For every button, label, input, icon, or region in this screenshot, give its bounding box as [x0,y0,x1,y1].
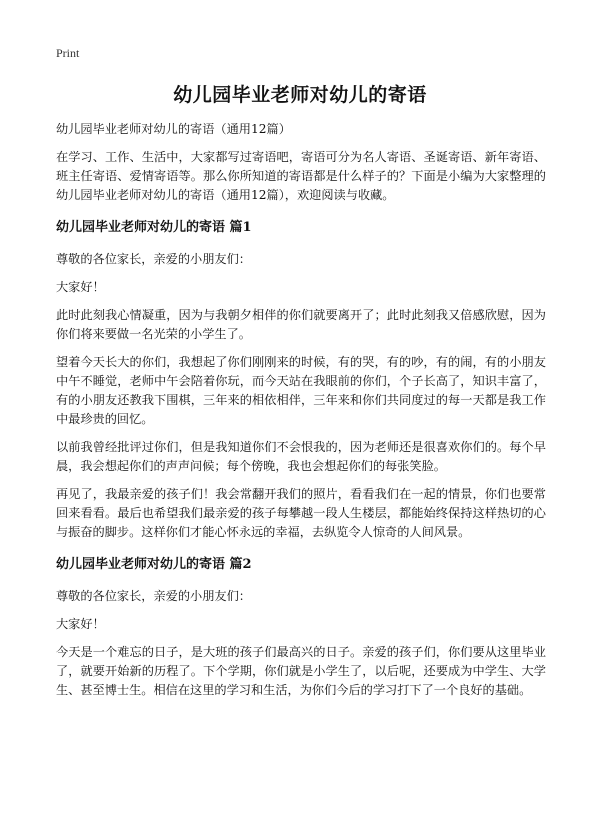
intro-paragraph: 在学习、工作、生活中，大家都写过寄语吧，寄语可分为名人寄语、圣诞寄语、新年寄语、班主任寄语、爱情寄语等。那么你所知道的寄语都是什么样子的？下面是小编为大家整理的幼儿园毕业老师对幼儿的寄语（通用12篇），欢迎阅读与收藏。 [56,150,546,202]
section-heading: 幼儿园毕业老师对幼儿的寄语 篇1 [56,220,252,235]
document-content [56,120,546,709]
paragraph: 此时此刻我心情凝重，因为与我朝夕相伴的你们就要离开了；此时此刻我又倍感欣慰，因为你们将来要做一名光荣的小学生了。 [56,308,546,341]
paragraph: 尊敬的各位家长，亲爱的小朋友们： [56,252,251,266]
paragraph: 尊敬的各位家长，亲爱的小朋友们： [56,589,251,603]
section-1 [56,218,546,542]
paragraph: 以前我曾经批评过你们，但是我知道你们不会恨我的，因为老师还是很喜欢你们的。每个早晨，我会想起你们的声声问候；每个傍晚，我也会想起你们的每张笑脸。 [56,440,546,473]
section-2 [56,555,546,700]
section-heading: 幼儿园毕业老师对幼儿的寄语 篇2 [56,557,252,572]
page-title: 幼儿园毕业老师对幼儿的寄语 [173,84,427,106]
paragraph: 大家好！ [56,617,105,631]
paragraph: 今天是一个难忘的日子，是大班的孩子们最高兴的日子。亲爱的孩子们，你们要从这里毕业了，就要开始新的历程了。下个学期，你们就是小学生了，以后呢，还要成为中学生、大学生、甚至博士生。相信在这里的学习和生活，为你们今后的学习打下了一个良好的基础。 [56,645,546,697]
document-subtitle: 幼儿园毕业老师对幼儿的寄语（通用12篇） [56,122,291,136]
paragraph: 望着今天长大的你们，我想起了你们刚刚来的时候，有的哭，有的吵，有的闹，有的小朋友中午不睡觉，老师中午会陪着你玩，而今天站在我眼前的你们，个子长高了，知识丰富了，有的小朋友还教我下围棋，三年来的相依相伴，三年来和你们共同度过的每一天都是我工作中最珍贵的回忆。 [56,355,546,426]
print-link[interactable]: Print [56,46,80,60]
paragraph: 大家好！ [56,280,105,294]
paragraph: 再见了，我最亲爱的孩子们！我会常翻开我们的照片，看看我们在一起的情景，你们也要常回来看看。最后也希望我们最亲爱的孩子每攀越一段人生楼层，都能始终保持这样热切的心与振奋的脚步。这样你们才能心怀永远的幸福，去纵览令人惊奇的人间风景。 [56,487,546,539]
